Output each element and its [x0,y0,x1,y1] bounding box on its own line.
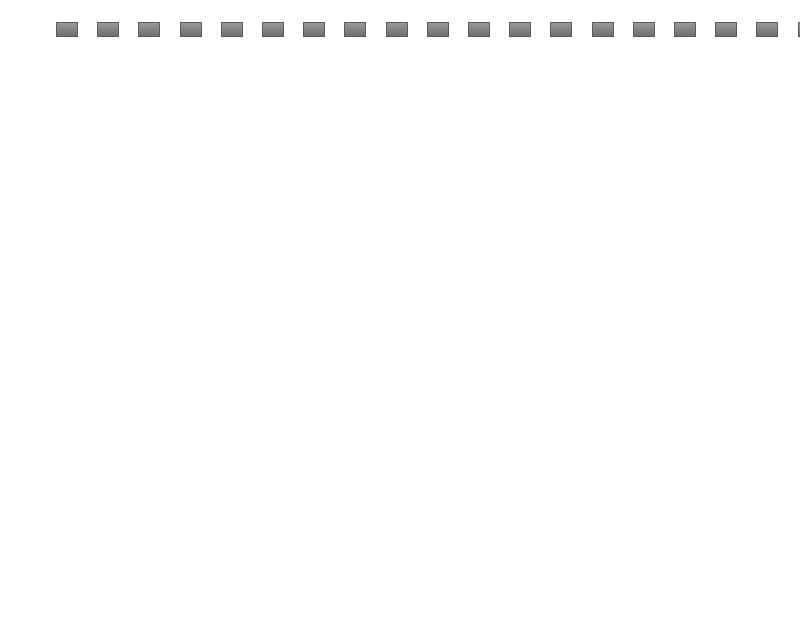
binder-hole [592,22,614,37]
binder-hole [386,22,408,37]
binder-hole [344,22,366,37]
binder-hole [138,22,160,37]
binder-hole [180,22,202,37]
binder-hole [550,22,572,37]
binder-hole [674,22,696,37]
binder-hole [509,22,531,37]
binder-hole [756,22,778,37]
binder-hole [262,22,284,37]
binder-hole [56,22,78,37]
binder-hole [715,22,737,37]
binder-hole [633,22,655,37]
binder-hole [221,22,243,37]
binder-holes [0,22,800,42]
binder-hole [97,22,119,37]
binder-hole [468,22,490,37]
binder-hole [427,22,449,37]
binder-hole [303,22,325,37]
